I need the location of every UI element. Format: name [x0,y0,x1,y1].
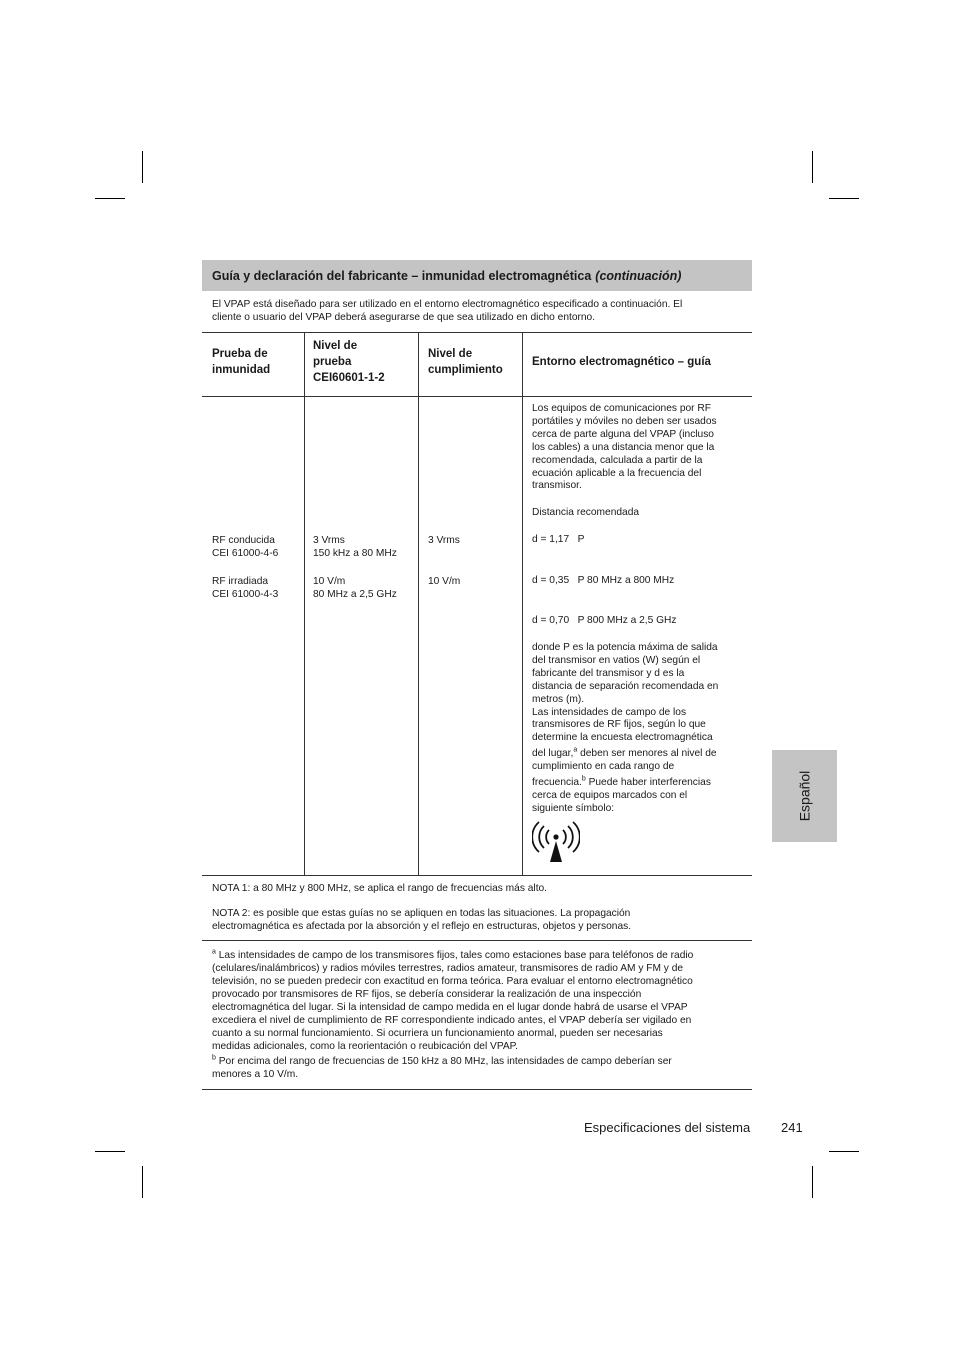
guide-line: cerca de parte alguna del VPAP (incluso [532,428,714,440]
header-line: Prueba de [212,348,268,360]
footnote-b [212,1055,747,1081]
table-border-bottom [202,875,752,876]
note-line: NOTA 2: es posible que estas guías no se apliquen en todas las situaciones. La propagación [212,908,631,919]
header-line: Nivel de [313,340,358,352]
distance-equation-conducted: d = 1,17 P [532,534,585,545]
header-line: inmunidad [212,364,271,376]
crop-mark [829,1151,859,1152]
column-divider [418,332,419,876]
table-title-bar [202,260,752,291]
guide-line: determine la encuesta electromagnética [532,732,713,744]
guide-line: transmisores de RF fijos, según lo que [532,719,706,731]
note-line: excediera el nivel de cumplimiento de RF correspondiente indicado antes, el VPAP debería ser vigilado en [212,1015,692,1026]
cell-line: 150 kHz a 80 MHz [313,548,397,559]
crop-mark [95,1151,125,1152]
footnote-ref-a: a [573,746,578,754]
header-line: Nivel de [428,348,473,360]
cell-line: 80 MHz a 2,5 GHz [313,589,397,600]
non-ionizing-radiation-icon [532,819,580,863]
header-line: Entorno electromagnético – guía [532,356,711,368]
guide-line: distancia de separación recomendada en [532,680,719,692]
crop-mark [95,198,125,199]
guide-text: del lugar, [532,748,574,760]
table-header-divider [202,396,752,397]
guide-text: frecuencia. [532,777,582,789]
note-line: (celulares/inalámbricos) y radios móviles terrestres, radios amateur, transmisores de radio AM y FM y de [212,963,684,974]
language-tab-label: Español [796,770,813,822]
cell-line: 10 V/m [313,576,346,587]
note-text: Las intensidades de campo de los transmisores fijos, tales como estaciones base para teléfonos de radio [218,950,694,961]
cell-level-conducted [313,534,397,560]
intro-text [212,298,747,324]
guide-line: ecuación aplicable a la frecuencia del [532,467,702,479]
cell-compliance-radiated [428,575,460,588]
table-border-top [202,332,752,333]
guide-line: fabricante del transmisor y d es la [532,667,685,679]
guide-line: recomendada, calculada a partir de la [532,454,703,466]
note-line: medidas adicionales, como la reorientación o reubicación del VPAP. [212,1041,518,1052]
note-line [212,1055,747,1068]
cell-line: RF irradiada [212,576,269,587]
guide-line: transmisor. [532,480,582,492]
guide-line: cumplimiento en cada rango de [532,761,675,773]
footnote-a [212,949,747,1053]
guide-line: metros (m). [532,693,585,705]
cell-test-radiated [212,575,278,601]
cell-compliance-conducted [428,534,460,547]
cell-line: RF conducida [212,535,275,546]
note-line: provocado por transmisores de RF fijos, se debería considerar la realización de una inspección [212,989,642,1000]
table-title: Guía y declaración del fabricante – inmunidad electromagnética [212,268,592,283]
intro-line: El VPAP está diseñado para ser utilizado en el entorno electromagnético especificado a continuación. El [212,299,683,310]
column-header-test-level [313,338,385,386]
footnote-marker: b [212,1054,216,1062]
cell-test-conducted [212,534,278,560]
note-line: electromagnética es afectada por la absorción y el reflejo en estructuras, objetos y personas. [212,921,632,932]
crop-mark [812,1166,813,1198]
header-line: CEI60601-1-2 [313,372,385,384]
guide-line: los cables) a una distancia menor que la [532,441,715,453]
guide-line: siguiente símbolo: [532,802,615,814]
note-line: televisión, no se pueden predecir con exactitud en forma teórica. Para evaluar el entorno electromagnético [212,976,693,987]
footnote-marker: a [212,948,216,956]
column-divider [304,332,305,876]
crop-mark [812,151,813,183]
note-line: cuanto a su normal funcionamiento. Si ocurriera un funcionamiento anormal, pueden ser necesarias [212,1028,663,1039]
distance-equation-80-800: d = 0,35 P 80 MHz a 800 MHz [532,575,675,586]
column-header-compliance [428,346,503,378]
cell-line: 3 Vrms [313,535,345,546]
guide-line: portátiles y móviles no deben ser usados [532,415,717,427]
crop-mark [142,1166,143,1198]
guide-line [532,748,742,761]
language-tab [772,750,837,842]
note-2 [212,907,747,933]
note-line: electromagnética del lugar. Si la intensidad de campo medida en el lugar donde habrá de usarse el VPAP [212,1002,688,1013]
guide-paragraph-2 [532,642,742,816]
distance-equation-800-2500: d = 0,70 P 800 MHz a 2,5 GHz [532,615,677,626]
guide-line: donde P es la potencia máxima de salida [532,642,718,653]
cell-line: 10 V/m [428,576,461,587]
footnotes-border-bottom [202,1089,752,1090]
guide-line: Las intensidades de campo de los [532,706,687,718]
guide-text: Puede haber interferencias [585,777,711,789]
recommended-distance-label: Distancia recomendada [532,507,640,518]
guide-line: Los equipos de comunicaciones por RF [532,403,711,414]
footnote-ref-b: b [581,775,586,783]
crop-mark [142,151,143,183]
page-number: 241 [781,1120,803,1135]
crop-mark [829,198,859,199]
guide-text: deben ser menores al nivel de [577,748,717,760]
header-line: prueba [313,356,352,368]
guide-line: del transmisor en vatios (W) según el [532,654,701,666]
guide-paragraph-1 [532,403,742,493]
note-line: menores a 10 V/m. [212,1069,299,1080]
note-line [212,949,747,962]
header-line: cumplimiento [428,364,503,376]
guide-line: cerca de equipos marcados con el [532,789,688,801]
note-text: Por encima del rango de frecuencias de 150 kHz a 80 MHz, las intensidades de campo deberían ser [218,1056,672,1067]
cell-line: CEI 61000-4-6 [212,548,279,559]
notes-divider [202,940,752,941]
cell-line: CEI 61000-4-3 [212,589,279,600]
table-title-continuation: (continuación) [595,268,682,283]
intro-line: cliente o usuario del VPAP deberá asegurarse de que sea utilizado en dicho entorno. [212,312,596,323]
footer-section-title: Especificaciones del sistema [584,1120,751,1135]
note-1: NOTA 1: a 80 MHz y 800 MHz, se aplica el rango de frecuencias más alto. [212,883,548,894]
cell-line: 3 Vrms [428,535,460,546]
cell-level-radiated [313,575,397,601]
column-header-test [212,346,270,378]
column-divider [522,332,523,876]
column-header-guide [532,354,711,370]
guide-line [532,777,742,790]
